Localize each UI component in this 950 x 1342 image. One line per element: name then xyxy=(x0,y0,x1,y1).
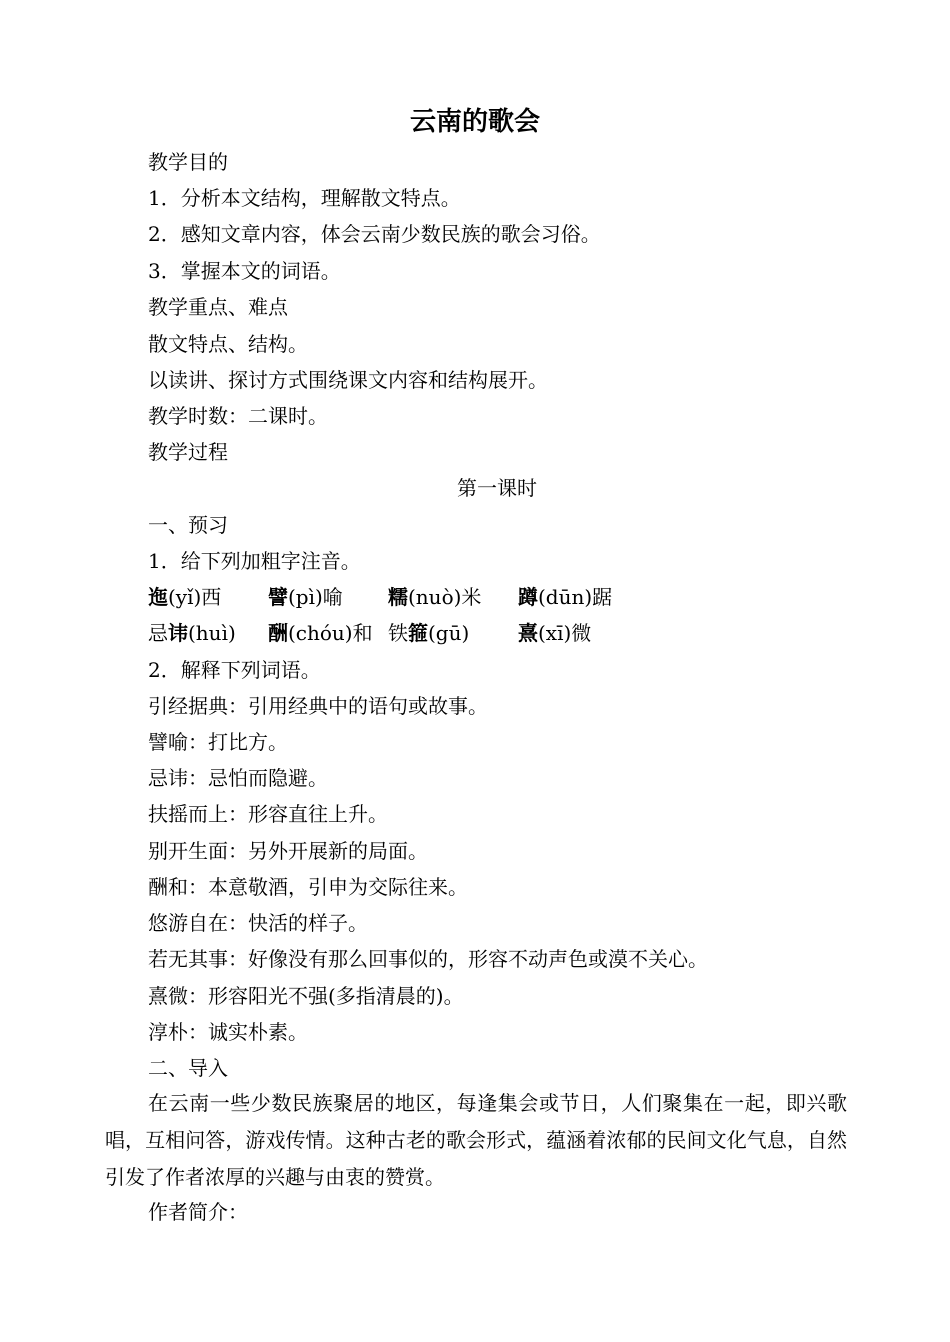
pinyin-item: 迤(yǐ)西 xyxy=(148,585,222,609)
goal-item-2: 2．感知文章内容，体会云南少数民族的歌会习俗。 xyxy=(148,222,601,246)
pinyin-item: 譬(pì)喻 xyxy=(268,585,343,609)
definition-item: 悠游自在：快活的样子。 xyxy=(148,911,368,935)
pinyin-item: 忌讳(huì) xyxy=(148,621,236,645)
pinyin-item: 铁箍(gū) xyxy=(388,621,470,645)
definition-item: 引经据典：引用经典中的语句或故事。 xyxy=(148,694,488,718)
lesson-title: 第一课时 xyxy=(457,476,537,500)
goal-heading: 教学目的 xyxy=(148,150,228,174)
hours-text: 教学时数：二课时。 xyxy=(148,404,328,428)
method-text: 以读讲、探讨方式围绕课文内容和结构展开。 xyxy=(148,368,548,392)
pinyin-item: 糯(nuò)米 xyxy=(388,585,482,609)
define-heading: 2．解释下列词语。 xyxy=(148,658,321,682)
author-heading: 作者简介： xyxy=(148,1200,248,1224)
pinyin-item: 酬(chóu)和 xyxy=(268,621,373,645)
pinyin-item: 熹(xī)微 xyxy=(518,621,592,645)
definition-item: 忌讳：忌怕而隐避。 xyxy=(148,766,328,790)
definition-item: 别开生面：另外开展新的局面。 xyxy=(148,839,428,863)
goal-item-1: 1．分析本文结构，理解散文特点。 xyxy=(148,186,461,210)
process-heading: 教学过程 xyxy=(148,440,228,464)
key-heading: 教学重点、难点 xyxy=(148,295,288,319)
section-intro-heading: 二、导入 xyxy=(148,1056,228,1080)
pinyin-item: 蹲(dūn)踞 xyxy=(518,585,613,609)
intro-paragraph: 在云南一些少数民族聚居的地区，每逢集会或节日，人们聚集在一起，即兴歌唱，互相问答，游戏传情。这种古老的歌会形式，蕴涵着浓郁的民间文化气息，自然引发了作者浓厚的兴趣与由衷的赞赏。 xyxy=(105,1091,847,1189)
document-title: 云南的歌会 xyxy=(409,107,540,137)
definition-item: 扶摇而上：形容直往上升。 xyxy=(148,802,388,826)
definition-item: 淳朴：诚实朴素。 xyxy=(148,1020,308,1044)
definition-item: 酬和：本意敬酒，引申为交际往来。 xyxy=(148,875,468,899)
goal-item-3: 3．掌握本文的词语。 xyxy=(148,259,341,283)
key-text: 散文特点、结构。 xyxy=(148,332,308,356)
definition-item: 若无其事：好像没有那么回事似的，形容不动声色或漠不关心。 xyxy=(148,947,708,971)
definition-item: 熹微：形容阳光不强(多指清晨的)。 xyxy=(148,984,464,1008)
definition-item: 譬喻：打比方。 xyxy=(148,730,288,754)
pinyin-heading: 1．给下列加粗字注音。 xyxy=(148,549,361,573)
section-preview-heading: 一、预习 xyxy=(148,513,228,537)
